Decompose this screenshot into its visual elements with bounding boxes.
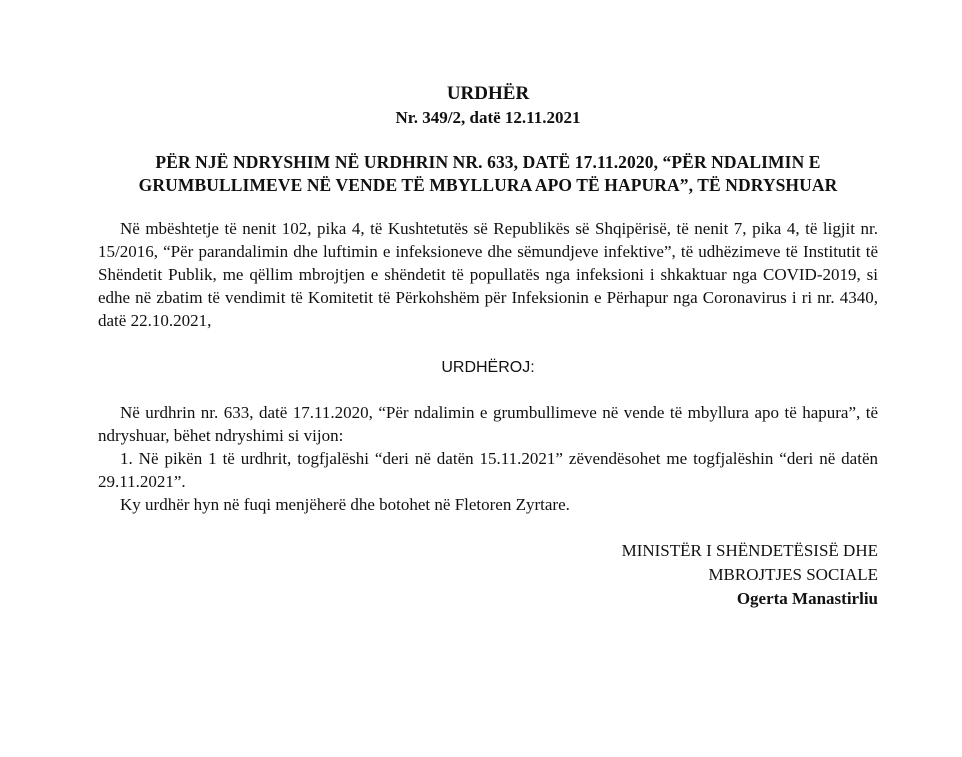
document-subject: PËR NJË NDRYSHIM NË URDHRIN NR. 633, DATË 17.11.2020, “PËR NDALIMIN E GRUMBULLIMEVE NË VENDE TË MBYLLURA APO TË HAPURA”, TË NDRYSHUAR <box>138 152 838 195</box>
document-heading: URDHËR <box>446 83 530 104</box>
signature-title-line-1: MINISTËR I SHËNDETËSISË DHE <box>621 541 878 560</box>
preamble-paragraph: Në mbështetje të nenit 102, pika 4, të Kushtetutës së Republikës së Shqipërisë, të nenit 7, pika 4, të ligjit nr. 15/2016, “Për parandalimin dhe luftimin e infeksioneve dhe sëmundjeve infektive”, të udhëzimeve të Institutit të Shëndetit Publik, me qëllim mbrojtjen e shëndetit të popullatës nga infeksioni i shkaktuar nga COVID-2019, si edhe në zbatim të vendimit të Komitetit të Përkohshëm për Infeksionin e Përhapur nga Coronavirus i ri nr. 4340, datë 22.10.2021, <box>98 219 878 330</box>
body-paragraph-point-1: 1. Në pikën 1 të urdhrit, togfjalëshi “deri në datën 15.11.2021” zëvendësohet me togfjalëshin “deri në datën 29.11.2021”. <box>98 449 878 491</box>
body-paragraph-entry-into-force: Ky urdhër hyn në fuqi menjëherë dhe botohet në Fletoren Zyrtare. <box>120 495 570 514</box>
document-number: Nr. 349/2, datë 12.11.2021 <box>395 108 581 127</box>
signature-title-line-2: MBROJTJES SOCIALE <box>708 565 878 584</box>
document-page <box>98 82 878 611</box>
signature-block <box>98 539 878 611</box>
signature-name: Ogerta Manastirliu <box>736 589 878 608</box>
body-paragraph-amendment: Në urdhrin nr. 633, datë 17.11.2020, “Për ndalimin e grumbullimeve në vende të mbyllura apo të hapura”, të ndryshuar, bëhet ndryshimi si vijon: <box>98 403 878 445</box>
order-word: URDHËROJ: <box>441 359 535 376</box>
order-body <box>98 401 878 516</box>
